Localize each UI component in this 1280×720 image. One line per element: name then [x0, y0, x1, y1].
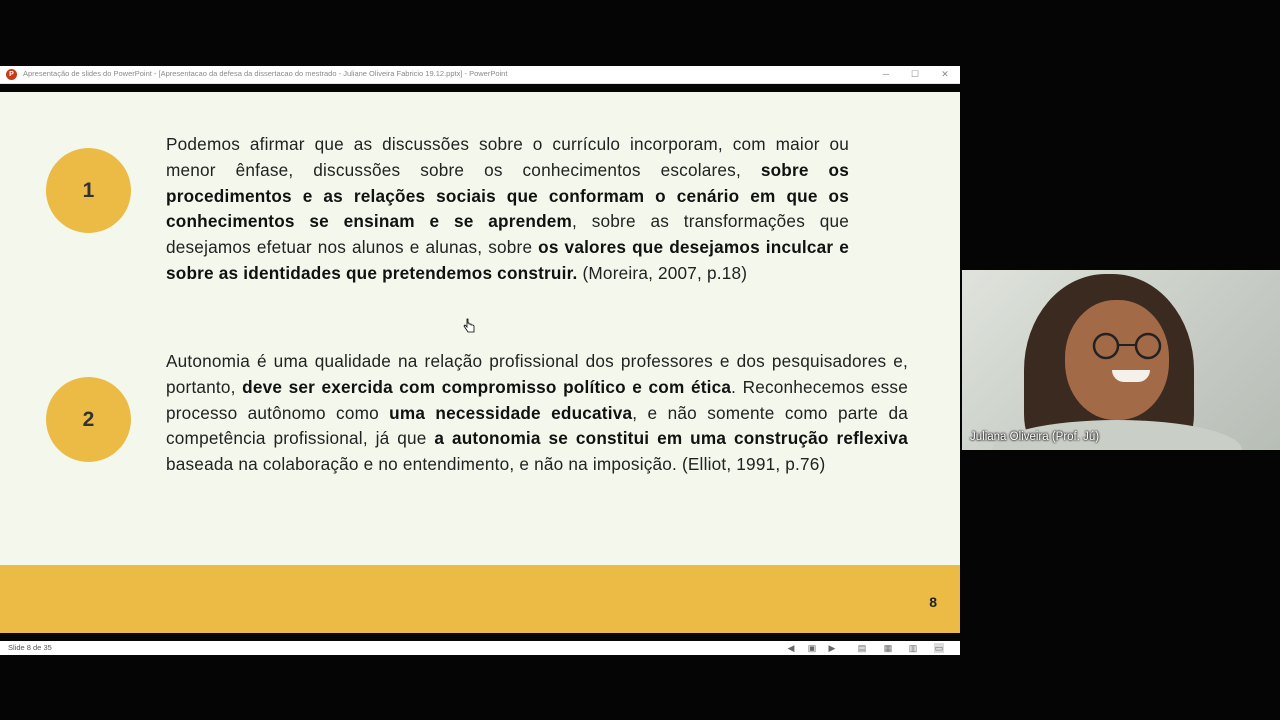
text-segment: (Moreira, 2007, p.18) — [577, 262, 748, 283]
minimize-button[interactable]: ─ — [882, 69, 890, 79]
slide-indicator: Slide 8 de 35 — [8, 643, 52, 652]
participant-name-label: Juliana Oliveira (Prof. Jú) — [970, 431, 1100, 443]
bold-text-segment: os valores que desejamos inculcar e sobre as identidades que pretendemos construir. — [166, 237, 849, 283]
slide-page-number: 8 — [929, 594, 937, 610]
glasses-icon — [1088, 332, 1172, 360]
normal-view-icon[interactable]: ▤ — [857, 643, 867, 653]
participant-smile — [1112, 370, 1150, 382]
quote-paragraph-1 — [166, 132, 849, 287]
close-button[interactable]: ✕ — [941, 69, 949, 79]
slide-top-strip — [0, 84, 960, 92]
quote-paragraph-2 — [166, 349, 908, 478]
slide-icon[interactable]: ▣ — [807, 643, 817, 653]
number-badge-1: 1 — [46, 148, 131, 233]
text-segment: baseada na colaboração e no entendimento, e não na imposição. (Elliot, 1991, p.76) — [166, 454, 826, 475]
text-segment: , sobre as transformações que desejamos efetuar nos alunos e alunas, sobre — [166, 211, 849, 258]
bold-text-segment: uma necessidade educativa — [389, 402, 633, 423]
text-segment: . Reconhecemos esse processo autônomo como — [166, 376, 908, 423]
window-title: Apresentação de slides do PowerPoint - [Apresentacao da defesa da dissertacao do mestrado - Juliane Oliveira Fabricio 19.12.pptx] - PowerPoint — [23, 69, 508, 78]
bold-text-segment: a autonomia se constitui em uma construção reflexiva — [434, 428, 909, 449]
powerpoint-title-bar — [0, 66, 960, 84]
participant-face — [1065, 300, 1169, 420]
slideshow-icon[interactable]: ▭ — [934, 643, 944, 653]
bold-text-segment: sobre os procedimentos e as relações sociais que conformam o cenário em que os conhecimentos se ensinam e se aprendem — [166, 159, 849, 232]
reading-view-icon[interactable]: ▥ — [908, 643, 918, 653]
status-bar — [0, 641, 960, 655]
text-segment: Autonomia é uma qualidade na relação profissional dos professores e dos pesquisadores e, portanto, — [166, 351, 908, 397]
participant-video-tile[interactable] — [962, 270, 1280, 450]
slide-canvas[interactable] — [0, 92, 960, 633]
text-segment: Podemos afirmar que as discussões sobre o currículo incorporam, com maior ou menor ênfase, discussões sobre os conhecimentos escolares, — [166, 134, 849, 180]
text-segment: , e não somente como parte da competência profissional, já que — [166, 402, 908, 449]
slide-sorter-icon[interactable]: ▦ — [883, 643, 893, 653]
hand-cursor-icon — [463, 318, 475, 334]
number-badge-2: 2 — [46, 377, 131, 462]
slide-footer-band — [0, 565, 960, 633]
maximize-button[interactable]: ☐ — [910, 69, 920, 79]
previous-icon[interactable]: ◀ — [787, 643, 795, 653]
next-icon[interactable]: ▶ — [828, 643, 836, 653]
bold-text-segment: deve ser exercida com compromisso político e com ética — [242, 376, 732, 397]
powerpoint-app-icon: P — [6, 69, 17, 80]
